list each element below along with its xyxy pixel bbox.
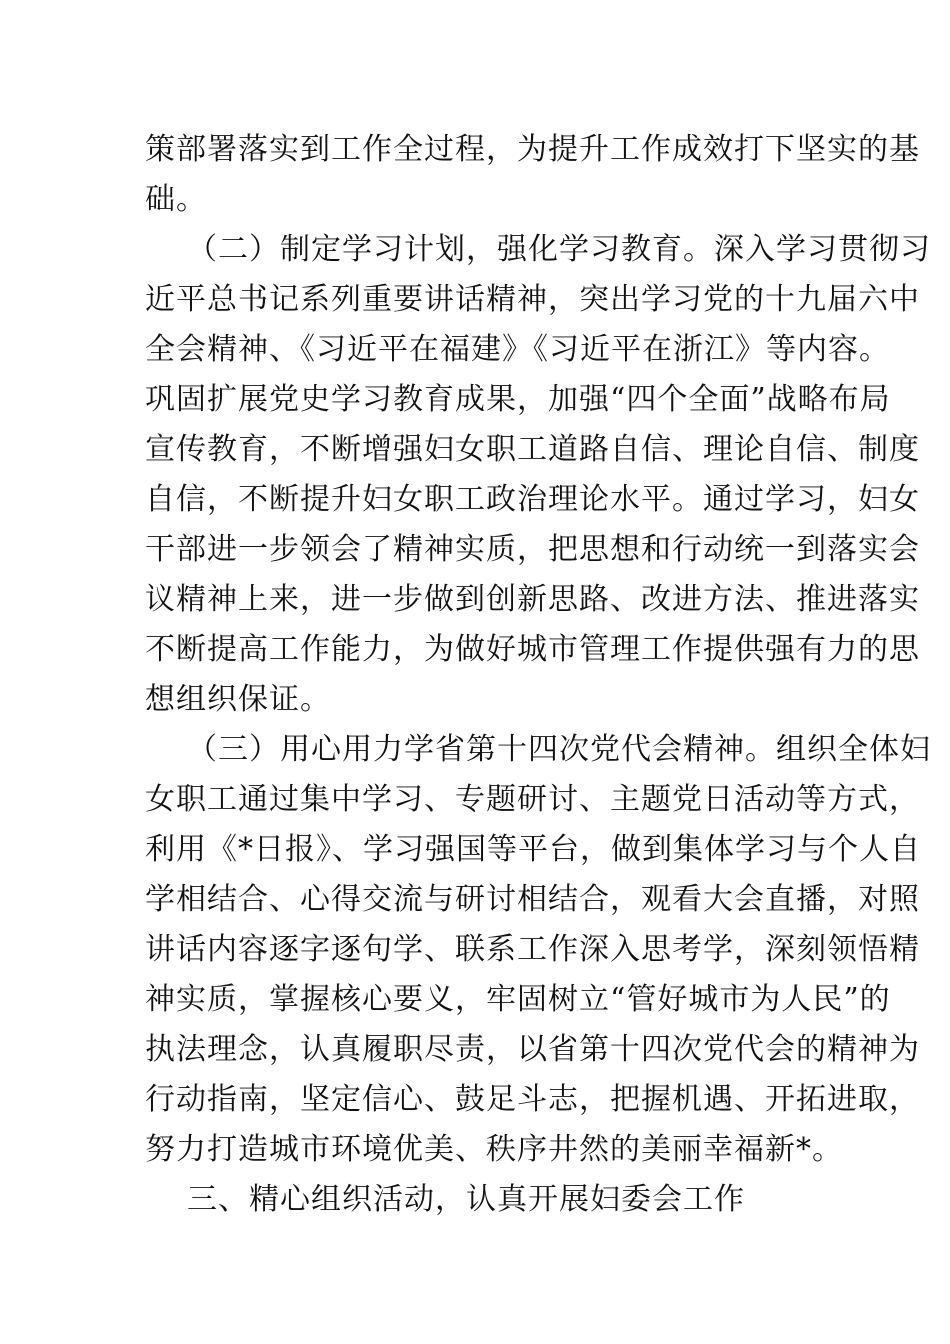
section-heading-three: （三）用心用力学省第十四次党代会精神。组织全体妇 bbox=[187, 732, 931, 767]
body-text-line: 讲话内容逐字逐句学、联系工作深入思考学，深刻领悟精 bbox=[145, 932, 920, 967]
body-text-line: 想组织保证。 bbox=[145, 682, 331, 717]
body-text-line: 宣传教育，不断增强妇女职工道路自信、理论自信、制度 bbox=[145, 432, 920, 467]
body-text-line: 础。 bbox=[145, 182, 207, 217]
body-text-line: 策部署落实到工作全过程，为提升工作成效打下坚实的基 bbox=[145, 132, 920, 167]
chapter-heading-three: 三、精心组织活动，认真开展妇委会工作 bbox=[187, 1182, 745, 1217]
body-text-line: 执法理念，认真履职尽责，以省第十四次党代会的精神为 bbox=[145, 1032, 920, 1067]
body-text-line: 神实质，掌握核心要义，牢固树立“管好城市为人民”的 bbox=[145, 982, 891, 1017]
body-text-line: 近平总书记系列重要讲话精神，突出学习党的十九届六中 bbox=[145, 282, 920, 317]
body-text-line: 女职工通过集中学习、专题研讨、主题党日活动等方式， bbox=[145, 782, 920, 817]
body-text-line: 干部进一步领会了精神实质，把思想和行动统一到落实会 bbox=[145, 532, 920, 567]
body-text-line: 行动指南，坚定信心、鼓足斗志，把握机遇、开拓进取， bbox=[145, 1082, 920, 1117]
body-text-line: 议精神上来，进一步做到创新思路、改进方法、推进落实 bbox=[145, 582, 920, 617]
body-text-line: 学相结合、心得交流与研讨相结合，观看大会直播，对照 bbox=[145, 882, 920, 917]
body-text-line: 全会精神、《习近平在福建》《习近平在浙江》等内容。 bbox=[145, 332, 890, 367]
body-text-line: 不断提高工作能力，为做好城市管理工作提供强有力的思 bbox=[145, 632, 920, 667]
body-text-line: 利用《*日报》、学习强国等平台，做到集体学习与个人自 bbox=[145, 832, 921, 867]
section-heading-two: （二）制定学习计划，强化学习教育。深入学习贯彻习 bbox=[187, 232, 931, 267]
body-text-line: 自信，不断提升妇女职工政治理论水平。通过学习，妇女 bbox=[145, 482, 920, 517]
body-text-line: 努力打造城市环境优美、秩序井然的美丽幸福新*。 bbox=[145, 1132, 843, 1167]
body-text-line: 巩固扩展党史学习教育成果，加强“四个全面”战略布局 bbox=[145, 382, 891, 417]
